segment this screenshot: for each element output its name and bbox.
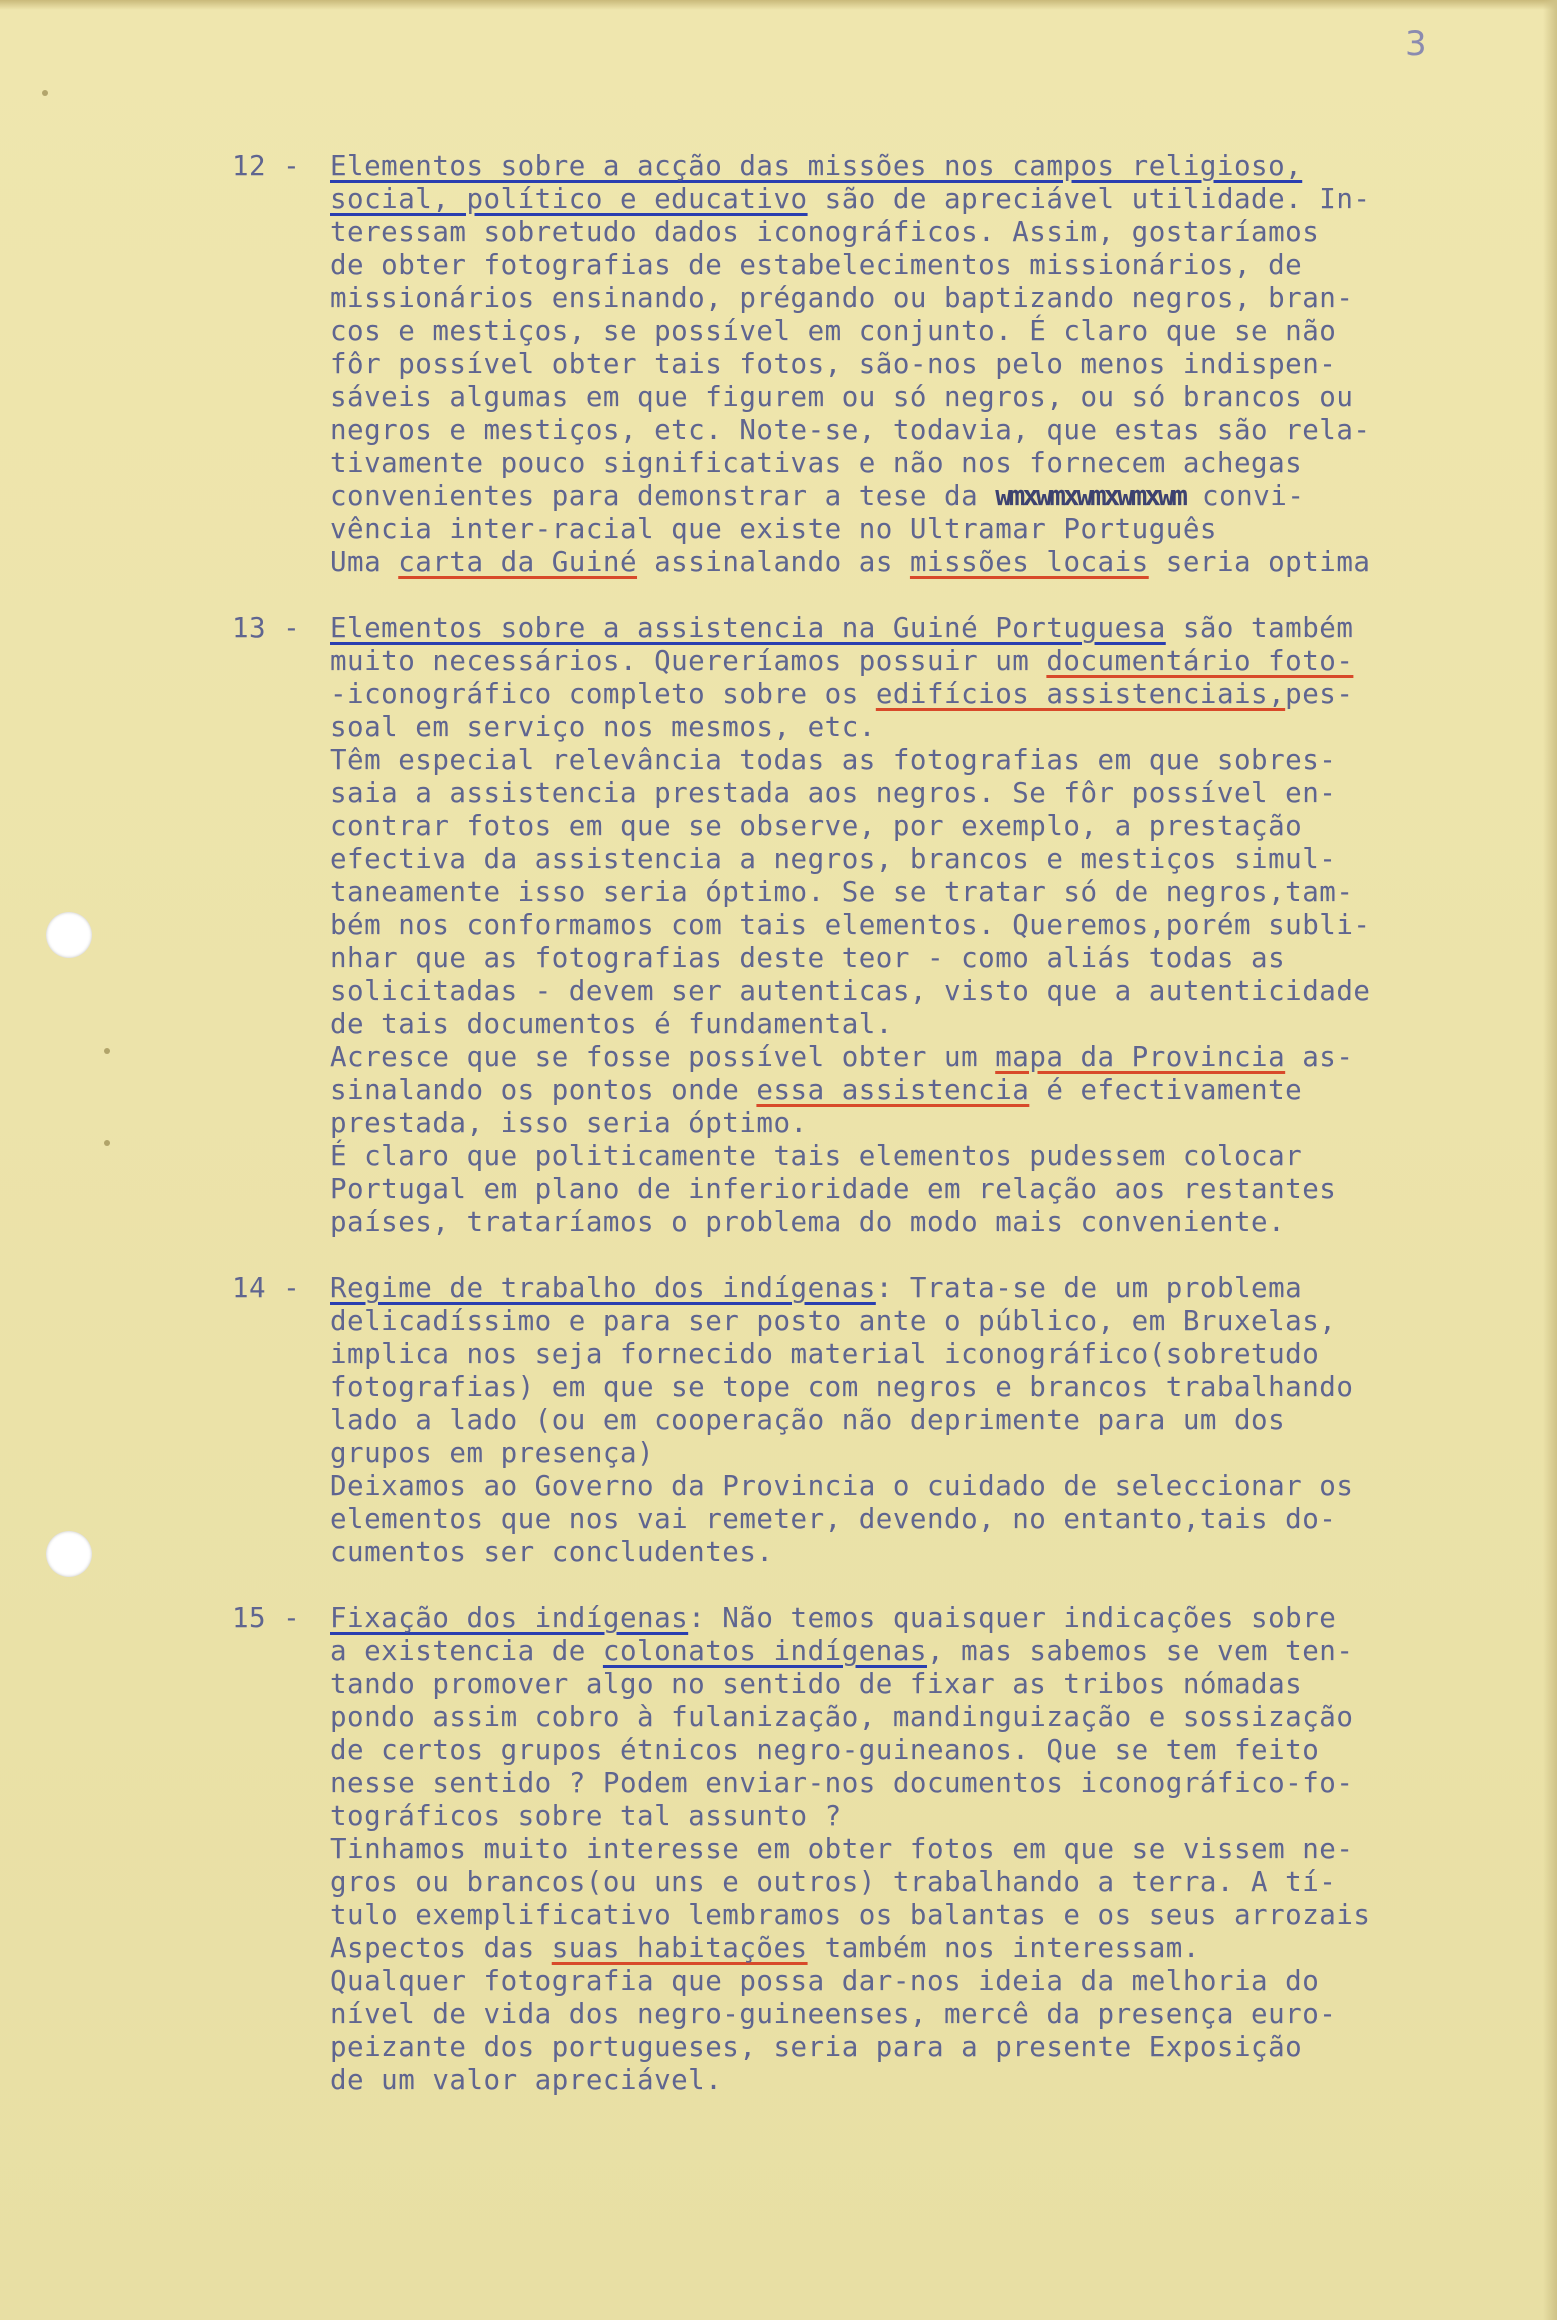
text-line xyxy=(330,1734,1557,1767)
text-segment: convenientes para demonstrar a tese da xyxy=(330,480,996,512)
underlined-text-red: suas habitações xyxy=(551,1932,808,1964)
text-line xyxy=(330,1107,1557,1140)
text-segment: Portugal em plano de inferioridade em relação aos restantes xyxy=(330,1173,1337,1205)
text-line xyxy=(330,1305,1557,1338)
text-segment: É claro que politicamente tais elementos pudessem colocar xyxy=(330,1140,1303,1172)
underlined-text-red: missões locais xyxy=(909,546,1149,578)
text-line xyxy=(330,2031,1557,2064)
text-segment: , mas sabemos se vem ten- xyxy=(926,1635,1354,1667)
paper-stain xyxy=(104,1140,110,1146)
text-line xyxy=(330,1074,1557,1107)
numbered-paragraph xyxy=(232,1602,1557,2097)
text-segment: prestada, isso seria óptimo. xyxy=(330,1107,808,1139)
punch-hole xyxy=(46,912,92,958)
underlined-text-blue: Elementos sobre a assistencia na Guiné Portuguesa xyxy=(330,612,1166,644)
text-line xyxy=(330,1173,1557,1206)
text-segment: muito necessários. Quereríamos possuir um xyxy=(330,645,1047,677)
text-segment: implica nos seja fornecido material iconográfico(sobretudo xyxy=(330,1338,1320,1370)
text-line xyxy=(330,1701,1557,1734)
text-line xyxy=(330,1767,1557,1800)
text-segment: Tinhamos muito interesse em obter fotos em que se vissem ne- xyxy=(330,1833,1354,1865)
text-segment: -iconográfico completo sobre os xyxy=(330,678,876,710)
text-segment: seria optima xyxy=(1148,546,1371,578)
text-line xyxy=(330,1503,1557,1536)
text-segment: : Trata-se de um problema xyxy=(875,1272,1303,1304)
text-segment: são também xyxy=(1165,612,1354,644)
text-segment: efectiva da assistencia a negros, brancos e mestiços simul- xyxy=(330,843,1337,875)
text-segment: pes- xyxy=(1285,678,1354,710)
paper-stain xyxy=(104,1048,110,1054)
underlined-text-red: mapa da Provincia xyxy=(995,1041,1286,1073)
text-line xyxy=(330,876,1557,909)
text-segment: sinalando os pontos onde xyxy=(330,1074,757,1106)
text-line xyxy=(330,546,1557,579)
text-segment: Aspectos das xyxy=(330,1932,552,1964)
text-segment: contrar fotos em que se observe, por exemplo, a prestação xyxy=(330,810,1303,842)
text-line xyxy=(330,1140,1557,1173)
numbered-paragraph xyxy=(232,1272,1557,1569)
text-segment: missionários ensinando, prégando ou baptizando negros, bran- xyxy=(330,282,1354,314)
text-segment: sáveis algumas em que figurem ou só negros, ou só brancos ou xyxy=(330,381,1354,413)
text-segment: nível de vida dos negro-guineenses, mercê da presença euro- xyxy=(330,1998,1337,2030)
text-segment: nhar que as fotografias deste teor - como aliás todas as xyxy=(330,942,1286,974)
text-segment: grupos em presença) xyxy=(330,1437,655,1469)
text-segment: fotografias) em que se tope com negros e brancos trabalhando xyxy=(330,1371,1354,1403)
text-segment: cos e mestiços, se possível em conjunto. É claro que se não xyxy=(330,315,1337,347)
text-segment: teressam sobretudo dados iconográficos. Assim, gostaríamos xyxy=(330,216,1320,248)
text-line xyxy=(330,1833,1557,1866)
text-segment: delicadíssimo e para ser posto ante o público, em Bruxelas, xyxy=(330,1305,1337,1337)
text-segment: Uma xyxy=(330,546,399,578)
text-segment: taneamente isso seria óptimo. Se se tratar só de negros,tam- xyxy=(330,876,1354,908)
paper-top-edge xyxy=(0,0,1557,10)
text-segment: de certos grupos étnicos negro-guineanos. Que se tem feito xyxy=(330,1734,1320,1766)
text-segment: gros ou brancos(ou uns e outros) trabalhando a terra. A tí- xyxy=(330,1866,1337,1898)
text-segment: de um valor apreciável. xyxy=(330,2064,723,2096)
typed-text-body xyxy=(232,150,1557,2130)
text-line xyxy=(330,183,1557,216)
text-segment: negros e mestiços, etc. Note-se, todavia, que estas são rela- xyxy=(330,414,1371,446)
text-line xyxy=(330,381,1557,414)
underlined-text-blue: Elementos sobre a acção das missões nos campos religioso, xyxy=(330,150,1303,182)
underlined-text-blue: social, político e educativo xyxy=(330,183,808,215)
underlined-text-red: edifícios assistenciais, xyxy=(875,678,1286,710)
text-line xyxy=(330,1800,1557,1833)
text-segment: são de apreciável utilidade. In- xyxy=(807,183,1371,215)
text-line xyxy=(330,2064,1557,2097)
numbered-paragraph xyxy=(232,150,1557,579)
underlined-text-blue: colonatos indígenas xyxy=(602,1635,927,1667)
text-line xyxy=(330,1899,1557,1932)
text-line xyxy=(330,909,1557,942)
text-segment: pondo assim cobro à fulanização, mandinguização e sossização xyxy=(330,1701,1354,1733)
text-line xyxy=(330,1437,1557,1470)
underlined-text-blue: Fixação dos indígenas xyxy=(330,1602,689,1634)
paper-stain xyxy=(42,90,48,96)
text-line xyxy=(330,1470,1557,1503)
text-segment: soal em serviço nos mesmos, etc. xyxy=(330,711,876,743)
text-line xyxy=(330,645,1557,678)
text-line xyxy=(330,810,1557,843)
text-segment: Acresce que se fosse possível obter um xyxy=(330,1041,996,1073)
text-segment: lado a lado (ou em cooperação não deprimente para um dos xyxy=(330,1404,1286,1436)
text-segment: nesse sentido ? Podem enviar-nos documentos iconográfico-fo- xyxy=(330,1767,1354,1799)
text-line xyxy=(330,1635,1557,1668)
text-segment: países, trataríamos o problema do modo mais conveniente. xyxy=(330,1206,1286,1238)
numbered-paragraph xyxy=(232,612,1557,1239)
punch-hole xyxy=(46,1531,92,1577)
text-line xyxy=(330,1668,1557,1701)
text-line xyxy=(330,1536,1557,1569)
page-number: 3 xyxy=(1405,24,1427,64)
text-line xyxy=(330,942,1557,975)
text-line xyxy=(330,480,1557,513)
text-segment: é efectivamente xyxy=(1029,1074,1303,1106)
text-line xyxy=(330,744,1557,777)
text-line xyxy=(330,1206,1557,1239)
underlined-text-red: carta da Guiné xyxy=(398,546,638,578)
text-segment: solicitadas - devem ser autenticas, visto que a autenticidade xyxy=(330,975,1371,1007)
text-segment: : Não temos quaisquer indicações sobre xyxy=(688,1602,1337,1634)
text-line xyxy=(330,1998,1557,2031)
text-segment: elementos que nos vai remeter, devendo, no entanto,tais do- xyxy=(330,1503,1337,1535)
text-segment: bém nos conformamos com tais elementos. Queremos,porém subli- xyxy=(330,909,1371,941)
text-line xyxy=(330,1404,1557,1437)
text-line xyxy=(330,315,1557,348)
text-line xyxy=(330,150,1557,183)
underlined-text-red: essa assistencia xyxy=(756,1074,1030,1106)
text-line xyxy=(330,1272,1557,1305)
text-line xyxy=(330,1371,1557,1404)
underlined-text-red: documentário foto- xyxy=(1046,645,1354,677)
text-line xyxy=(330,1866,1557,1899)
text-segment: de tais documentos é fundamental. xyxy=(330,1008,893,1040)
text-segment: fôr possível obter tais fotos, são-nos pelo menos indispen- xyxy=(330,348,1337,380)
text-line xyxy=(330,612,1557,645)
text-line xyxy=(330,513,1557,546)
text-line xyxy=(330,1338,1557,1371)
text-segment: peizante dos portugueses, seria para a presente Exposição xyxy=(330,2031,1303,2063)
text-line xyxy=(330,414,1557,447)
text-line xyxy=(330,1965,1557,1998)
text-line xyxy=(330,678,1557,711)
text-segment: as- xyxy=(1285,1041,1354,1073)
text-segment: convi- xyxy=(1185,480,1305,512)
text-line xyxy=(330,777,1557,810)
text-line xyxy=(330,1008,1557,1041)
text-segment: a existencia de xyxy=(330,1635,603,1667)
paragraph-number: 15 - xyxy=(232,1602,301,1634)
text-segment: vência inter-racial que existe no Ultramar Português xyxy=(330,513,1217,545)
paragraph-number: 14 - xyxy=(232,1272,301,1304)
text-segment: saia a assistencia prestada aos negros. Se fôr possível en- xyxy=(330,777,1337,809)
paragraph-number: 13 - xyxy=(232,612,301,644)
text-line xyxy=(330,1041,1557,1074)
text-segment: também nos interessam. xyxy=(807,1932,1200,1964)
text-segment: tográficos sobre tal assunto ? xyxy=(330,1800,842,1832)
text-segment: Deixamos ao Governo da Provincia o cuidado de seleccionar os xyxy=(330,1470,1354,1502)
text-segment: tulo exemplificativo lembramos os balantas e os seus arrozais xyxy=(330,1899,1371,1931)
underlined-text-blue: Regime de trabalho dos indígenas xyxy=(330,1272,876,1304)
text-line xyxy=(330,348,1557,381)
text-line xyxy=(330,843,1557,876)
text-line xyxy=(330,249,1557,282)
text-segment: Qualquer fotografia que possa dar-nos ideia da melhoria do xyxy=(330,1965,1320,1997)
struck-out-text: wmxwmxwmxwmxwm xyxy=(995,480,1185,512)
text-line xyxy=(330,282,1557,315)
text-line xyxy=(330,216,1557,249)
text-line xyxy=(330,1602,1557,1635)
text-segment: tivamente pouco significativas e não nos fornecem achegas xyxy=(330,447,1303,479)
text-line xyxy=(330,1932,1557,1965)
text-line xyxy=(330,711,1557,744)
text-line xyxy=(330,975,1557,1008)
text-segment: de obter fotografias de estabelecimentos missionários, de xyxy=(330,249,1303,281)
text-segment: assinalando as xyxy=(637,546,910,578)
text-segment: tando promover algo no sentido de fixar as tribos nómadas xyxy=(330,1668,1303,1700)
text-segment: cumentos ser concludentes. xyxy=(330,1536,774,1568)
paragraph-number: 12 - xyxy=(232,150,301,182)
text-segment: Têm especial relevância todas as fotografias em que sobres- xyxy=(330,744,1337,776)
text-line xyxy=(330,447,1557,480)
